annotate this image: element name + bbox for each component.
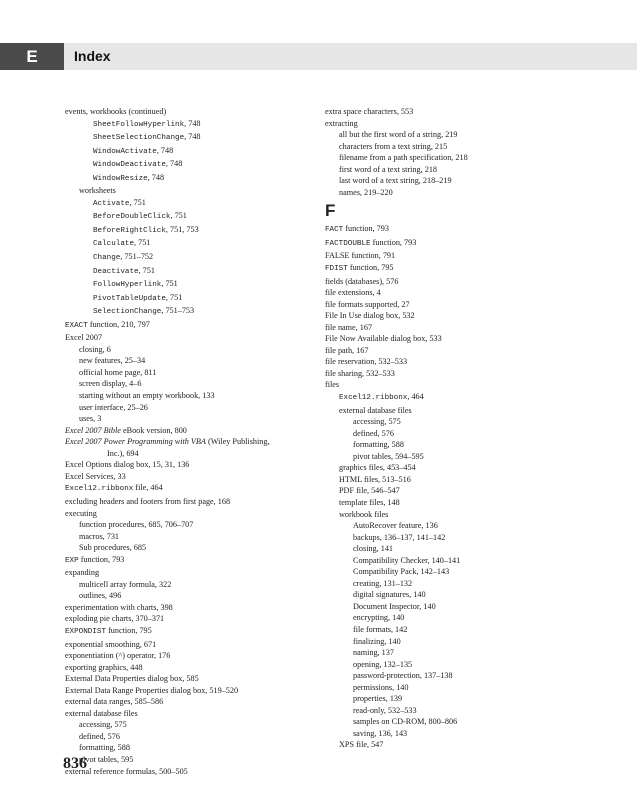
index-entry-text: Excel 2007 [65,333,103,343]
index-entry [325,175,575,187]
index-entry-text: fields (databases), 576 [325,276,399,286]
index-entry [65,542,310,554]
index-entry [65,367,310,379]
index-entry-text: function, 793 [78,554,125,564]
index-entry [325,141,575,153]
index-entry-code: Excel12.ribbonx [65,485,134,494]
index-entry-text: Sub procedures, 685 [79,543,147,553]
index-entry-text: defined, 576 [353,428,394,438]
index-entry-text: function, 793 [343,224,389,234]
index-entry-code: FACT [325,226,344,235]
index-entry-text: formatting, 588 [353,440,404,450]
index-entry [325,474,575,486]
index-entry [325,250,575,262]
index-entry [325,439,575,451]
index-entry-text: external database files [339,405,412,415]
index-entry-text: file sharing, 532–533 [325,368,395,378]
index-entry-text: outlines, 496 [79,591,122,601]
index-entry-code: FollowHyperlink [93,281,162,290]
index-entry-text: function, 793 [370,237,417,247]
index-entry [65,237,310,251]
index-entry [325,520,575,532]
index-entry-text: uses, 3 [79,414,102,424]
index-entry-text: defined, 576 [79,731,120,741]
index-entry-text: backups, 136–137, 141–142 [353,532,446,542]
index-entry [65,448,310,460]
index-entry-text: read-only, 532–533 [353,705,417,715]
index-entry [65,766,310,778]
index-entry [65,425,310,437]
index-entry [65,625,310,639]
index-entry [325,379,575,391]
index-entry [325,485,575,497]
index-entry-text: official home page, 811 [79,367,157,377]
index-entry-text: permissions, 140 [353,682,409,692]
index-entry [65,662,310,674]
index-entry-text: excluding headers and footers from first page, 168 [65,496,231,506]
index-entry-code: Excel12.ribbonx [339,394,408,403]
index-column-left [65,106,310,777]
index-entry [65,251,310,265]
index-entry-text: , 751 [129,197,146,207]
index-entry-text: function procedures, 685, 706–707 [79,520,194,530]
index-entry-text: encrypting, 140 [353,613,405,623]
index-entry-text: new features, 25–34 [79,356,146,366]
index-entry [325,187,575,199]
index-entry [325,543,575,555]
index-entry [65,754,310,766]
index-entry [325,106,575,118]
index-entry [325,624,575,636]
index-entry-text: pivot tables, 594–595 [353,451,424,461]
index-entry-code: SelectionChange [93,308,162,317]
index-entry-text: expanding [65,568,100,578]
index-entry [325,462,575,474]
index-entry [65,197,310,211]
index-entry-text: experimentation with charts, 398 [65,602,173,612]
index-entry-text: , 751–753 [161,306,195,316]
index-entry-text: Excel Options dialog box, 15, 31, 136 [65,460,190,470]
index-entry-text: , 748 [184,132,201,142]
index-entry-text: template files, 148 [339,497,400,507]
index-entry-text: AutoRecover feature, 136 [353,521,438,531]
index-entry-text: file formats supported, 27 [325,299,410,309]
index-entry [325,322,575,334]
index-entry [65,172,310,186]
index-entry-code: EXACT [65,321,88,330]
index-entry-text: pivot tables, 595 [79,754,134,764]
index-entry [325,497,575,509]
index-entry [65,319,310,333]
index-entry-text: File Now Available dialog box, 533 [325,334,442,344]
index-entry-text: function, 795 [347,263,394,273]
index-entry [65,292,310,306]
index-entry-text: extra space characters, 553 [325,107,414,116]
index-entry [325,659,575,671]
index-entry [325,509,575,521]
index-entry-text: graphics files, 453–454 [339,463,416,473]
index-entry [65,305,310,319]
index-entry-text: closing, 141 [353,544,394,554]
index-entry-text: , 751 [134,238,151,248]
index-entry-text: events, workbooks (continued) [65,107,167,116]
index-entry-text: finalizing, 140 [353,636,401,646]
index-entry [65,118,310,132]
index-entry-text: , 751 [165,292,183,302]
index-entry-text: user interface, 25–26 [79,402,148,412]
index-entry [325,682,575,694]
index-entry-text: opening, 132–135 [353,659,413,669]
index-entry-code: SheetFollowHyperlink [93,120,185,129]
index-entry [65,332,310,344]
index-entry-text: , 751, 753 [165,224,199,234]
index-entry-text: Document Inspector, 140 [353,601,436,611]
index-entry [65,224,310,238]
index-entry [65,731,310,743]
index-entry-text: closing, 6 [79,344,111,354]
index-entry-text: Excel Services, 33 [65,471,126,481]
index-column-right [325,106,575,751]
index-entry [65,158,310,172]
index-entry [65,482,310,496]
index-entry-code: BeforeDoubleClick [93,213,171,222]
index-entry [65,742,310,754]
index-entry [65,459,310,471]
index-entry-text: properties, 139 [353,694,403,704]
index-entry [65,567,310,579]
index-entry-text: , 751 [138,265,155,275]
index-entry-text: Compatibility Pack, 142–143 [353,567,450,577]
index-entry [65,145,310,159]
index-entry [325,118,575,130]
index-entry [325,164,575,176]
index-entry-text: digital signatures, 140 [353,590,426,600]
index-entry [65,554,310,568]
index-entry-text: screen display, 4–6 [79,379,142,389]
index-entry-text: first word of a text string, 218 [339,164,438,174]
index-entry [65,673,310,685]
index-entry [325,601,575,613]
index-entry [65,613,310,625]
index-entry [325,578,575,590]
index-entry [65,355,310,367]
index-entry [325,555,575,567]
index-entry-text: file path, 167 [325,345,369,355]
index-entry-text: samples on CD-ROM, 800–806 [353,717,458,727]
index-entry [325,405,575,417]
index-entry-text: exponentiation (^) operator, 176 [65,651,171,661]
index-entry-code: WindowResize [93,174,148,183]
index-entry-text: names, 219–220 [339,187,393,197]
index-entry [325,276,575,288]
page-number: 836 [63,755,87,772]
index-entry-text: multicell array formula, 322 [79,579,172,589]
index-entry [65,579,310,591]
index-entry [325,739,575,751]
index-entry [65,265,310,279]
index-entry [65,639,310,651]
index-entry-text: creating, 131–132 [353,578,413,588]
index-entry-text: exporting graphics, 448 [65,662,143,672]
index-entry [325,428,575,440]
index-entry [65,402,310,414]
index-entry [65,519,310,531]
index-entry-text: , 751–752 [120,252,154,262]
index-entry [325,391,575,405]
index-entry-text: characters from a text string, 215 [339,141,448,151]
index-entry [325,636,575,648]
index-entry [325,287,575,299]
index-entry [65,719,310,731]
index-entry-text: exponential smoothing, 671 [65,639,157,649]
index-entry [65,496,310,508]
index-entry-code: WindowDeactivate [93,161,166,170]
index-entry-text: exploding pie charts, 370–371 [65,614,165,624]
index-entry-text: , 748 [165,159,183,169]
index-entry-text: naming, 137 [353,648,394,658]
index-entry [325,693,575,705]
index-entry-text: file extensions, 4 [325,288,381,298]
index-entry [65,650,310,662]
index-entry [325,716,575,728]
index-entry [325,237,575,251]
index-entry [325,451,575,463]
index-entry [65,344,310,356]
index-entry-text: File In Use dialog box, 532 [325,311,415,321]
index-entry-text: saving, 136, 143 [353,728,408,738]
index-entry [325,223,575,237]
index-entry [325,356,575,368]
index-entry [65,413,310,425]
index-entry-title: Excel 2007 Power Programming with VBA [65,437,206,447]
index-entry-code: Deactivate [93,267,139,276]
index-entry-text: (Wiley Publishing, [205,437,270,447]
index-entry-text: , 464 [407,392,424,402]
index-entry [325,670,575,682]
index-entry [65,390,310,402]
index-entry-text: file reservation, 532–533 [325,357,408,367]
index-entry-text: External Data Range Properties dialog box, 519–520 [65,685,239,695]
index-entry-code: EXP [65,556,79,565]
index-entry [325,310,575,322]
index-entry [65,708,310,720]
index-entry [65,685,310,697]
index-entry-text: files [325,380,340,390]
index-entry [325,705,575,717]
index-entry [325,612,575,624]
index-entry-text: filename from a path specification, 218 [339,153,468,163]
index-entry-text: XPS file, 547 [339,740,384,750]
index-entry [65,602,310,614]
index-entry-code: WindowActivate [93,147,157,156]
index-entry-text: all but the first word of a string, 219 [339,130,458,140]
index-entry [65,531,310,543]
index-entry [325,566,575,578]
index-entry [65,590,310,602]
index-entry [65,508,310,520]
index-entry-text: file, 464 [133,483,163,493]
index-entry-text: Inc.), 694 [107,448,139,458]
index-entry [65,696,310,708]
index-entry-text: , 748 [184,118,201,128]
index-entry-text: file formats, 142 [353,624,408,634]
index-entry-text: function, 210, 797 [87,319,150,329]
index-entry-text: , 751 [161,279,178,289]
index-entry-title: Excel 2007 Bible [65,425,121,435]
index-entry-code: Change [93,254,121,263]
index-entry-code: PivotTableUpdate [93,294,166,303]
index-entry-code: SheetSelectionChange [93,134,185,143]
index-entry-text: executing [65,508,97,518]
index-entry-text: FALSE function, 791 [325,251,396,261]
index-entry-text: accessing, 575 [79,720,127,730]
index-section-letter: F [325,201,336,221]
index-entry [325,532,575,544]
index-entry-code: FDIST [325,265,348,274]
index-entry-text: HTML files, 513–516 [339,474,411,484]
index-entry-text: file name, 167 [325,322,373,332]
index-entry-text: workbook files [339,509,389,519]
index-entry-text: external data ranges, 585–586 [65,697,164,707]
index-entry [65,185,310,197]
index-entry [65,278,310,292]
index-entry [325,345,575,357]
index-entry [325,262,575,276]
index-entry-code: FACTDOUBLE [325,239,371,248]
index-entry-text: formatting, 588 [79,743,130,753]
index-entry-code: Activate [93,199,130,208]
index-entry [325,333,575,345]
index-entry [65,131,310,145]
index-entry-text: external reference formulas, 500–505 [65,766,188,776]
index-entry [325,589,575,601]
index-entry [325,299,575,311]
index-entry-text: worksheets [79,186,116,196]
index-entry [325,728,575,740]
index-entry [65,471,310,483]
index-entry [65,210,310,224]
index-entry [65,106,310,118]
index-entry-text: PDF file, 546–547 [339,486,400,496]
index-entry [325,368,575,380]
index-entry [325,416,575,428]
index-entry-text: Compatibility Checker, 140–141 [353,555,461,565]
index-entry [65,378,310,390]
index-entry [325,152,575,164]
index-entry-text: external database files [65,708,138,718]
index-entry-text: , 751 [170,211,187,221]
index-entry-text: External Data Properties dialog box, 585 [65,674,199,684]
page-title: Index [74,48,111,64]
index-entry-text: , 748 [156,145,174,155]
index-entry-text: eBook version, 800 [120,425,187,435]
index-entry [325,647,575,659]
index-entry-code: Calculate [93,240,135,249]
index-entry [65,436,310,448]
index-entry-text: last word of a text string, 218–219 [339,176,452,186]
index-entry-text: extracting [325,118,358,128]
index-entry-code: EXPONDIST [65,627,107,636]
index-entry-text: , 748 [147,172,165,182]
index-entry-text: starting without an empty workbook, 133 [79,391,215,401]
index-entry-text: function, 795 [106,625,152,635]
index-entry [325,129,575,141]
index-entry-text: accessing, 575 [353,417,401,427]
index-entry-code: BeforeRightClick [93,226,166,235]
index-entry-text: password-protection, 137–138 [353,671,453,681]
index-entry-text: macros, 731 [79,531,120,541]
chapter-tab: E [0,43,64,70]
